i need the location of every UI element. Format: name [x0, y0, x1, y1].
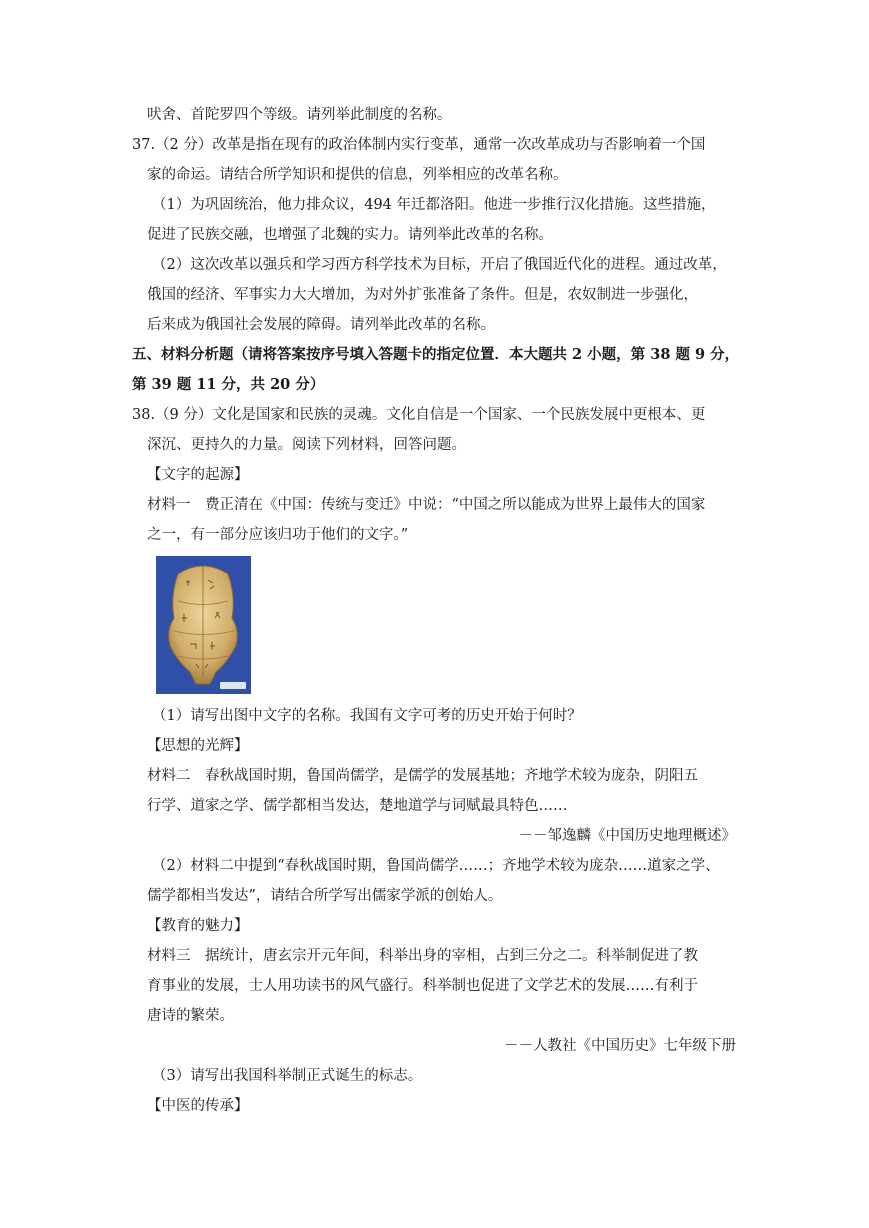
q38-stem: 38.（9 分）文化是国家和民族的灵魂。文化自信是一个国家、一个民族发展中更根本、更: [132, 407, 706, 423]
q38-stem-cont: 深沉、更持久的力量。阅读下列材料，回答问题。: [147, 437, 466, 453]
q37-sub2-cont2: 后来成为俄国社会发展的障碍。请列举此改革的名称。: [147, 317, 495, 333]
block-title-writing-origin: 【文字的起源】: [147, 467, 249, 483]
q37-sub2-cont1: 俄国的经济、军事实力大大增加，为对外扩张准备了条件。但是，农奴制进一步强化，: [147, 287, 698, 303]
block-title-medicine: 【中医的传承】: [147, 1098, 249, 1114]
q38-sub1: （1）请写出图中文字的名称。我国有文字可考的历史开始于何时？: [152, 708, 582, 724]
q36-tail: 吠舍、首陀罗四个等级。请列举此制度的名称。: [147, 107, 452, 123]
material2-cont: 行学、道家之学、儒学都相当发达，楚地道学与词赋最具特色……: [147, 798, 568, 814]
material3: 材料三 据统计，唐玄宗开元年间，科举出身的宰相，占到三分之二。科举制促进了教: [147, 948, 698, 964]
oracle-bone-illustration: [156, 556, 251, 694]
material3-cont1: 育事业的发展，士人用功读书的风气盛行。科举制也促进了文学艺术的发展……有利于: [147, 978, 698, 994]
oracle-bone-image: [156, 556, 251, 694]
q37-sub1-cont: 促进了民族交融，也增强了北魏的实力。请列举此改革的名称。: [147, 227, 553, 243]
section5-heading-cont: 第 39 题 11 分，共 20 分）: [132, 376, 325, 393]
block-title-education: 【教育的魅力】: [147, 918, 249, 934]
q38-sub3: （3）请写出我国科举制正式诞生的标志。: [152, 1068, 423, 1084]
q38-sub2: （2）材料二中提到“春秋战国时期，鲁国尚儒学……；齐地学术较为庞杂……道家之学、: [152, 858, 720, 874]
material3-source: －－人教社《中国历史》七年级下册: [504, 1038, 736, 1054]
material1: 材料一 费正清在《中国：传统与变迁》中说：“中国之所以能成为世界上最伟大的国家: [147, 497, 706, 513]
q37-stem-cont: 家的命运。请结合所学知识和提供的信息，列举相应的改革名称。: [147, 167, 568, 183]
material1-cont: 之一，有一部分应该归功于他们的文字。”: [147, 527, 409, 543]
material3-cont2: 唐诗的繁荣。: [147, 1008, 234, 1024]
material2: 材料二 春秋战国时期，鲁国尚儒学，是儒学的发展基地；齐地学术较为庞杂，阴阳五: [147, 768, 698, 784]
material2-source: －－邹逸麟《中国历史地理概述》: [518, 828, 736, 844]
section5-heading: 五、材料分析题（请将答案按序号填入答题卡的指定位置．本大题共 2 小题，第 38 题 9 分，: [132, 346, 740, 363]
q37-sub1: （1）为巩固统治，他力排众议，494 年迁都洛阳。他进一步推行汉化措施。这些措施，: [152, 197, 716, 213]
q37-sub2: （2）这次改革以强兵和学习西方科学技术为目标，开启了俄国近代化的进程。通过改革，: [152, 257, 727, 273]
q37-stem: 37.（2 分）改革是指在现有的政治体制内实行变革，通常一次改革成功与否影响着一个国: [132, 137, 706, 153]
q38-sub2-cont: 儒学都相当发达”，请结合所学写出儒家学派的创始人。: [147, 888, 503, 904]
watermark-mark: [220, 682, 246, 689]
block-title-thought: 【思想的光辉】: [147, 738, 249, 754]
